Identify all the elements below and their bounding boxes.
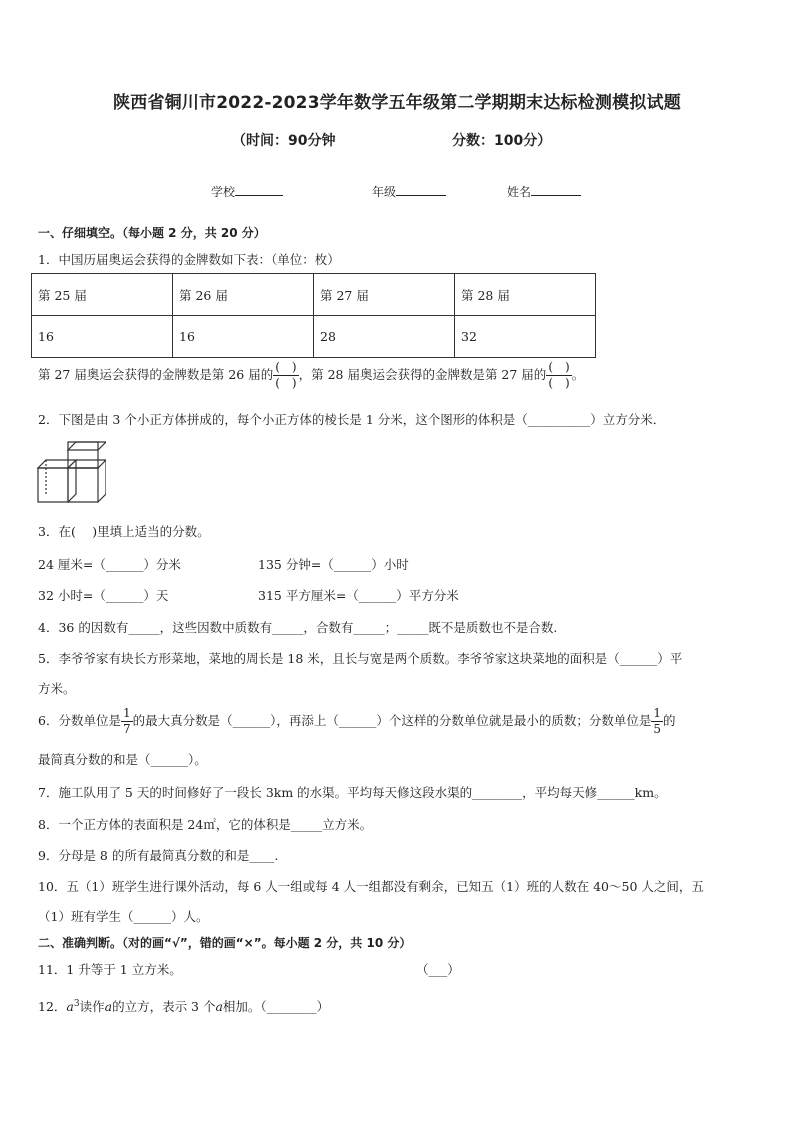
- answer-fraction-2[interactable]: $\frac{( )}{( )}$: [548, 360, 570, 390]
- question-9: 9．分母是 8 的所有最简真分数的和是____.: [38, 848, 279, 863]
- question-11-answer[interactable]: （___）: [416, 962, 460, 977]
- exam-score: 分数：100分）: [452, 133, 552, 149]
- question-5: 5．李爷爷家有块长方形菜地，菜地的周长是 18 米，且长与宽是两个质数。李爷爷家这块菜地的面积是（______）平: [38, 651, 683, 666]
- question-3a: 24 厘米=（______）分米: [38, 557, 181, 572]
- question-3c: 32 小时=（______）天: [38, 588, 169, 603]
- question-8: 8．一个正方体的表面积是 24㎡，它的体积是_____立方米。: [38, 817, 373, 832]
- question-12: 12．$a^3$读作a的立方，表示 3 个a相加。（________）: [38, 998, 330, 1014]
- table-cell: 第 28 届: [455, 274, 596, 316]
- table-row: [32, 316, 596, 358]
- question-11: 11．1 升等于 1 立方米。: [38, 962, 182, 977]
- exam-time: （时间：90分钟: [232, 133, 336, 149]
- question-5-cont: 方米。: [38, 681, 76, 696]
- section-1-heading: 一、仔细填空。（每小题 2 分，共 20 分）: [38, 226, 266, 240]
- section-2-heading: 二、准确判断。（对的画“√”，错的画“×”。每小题 2 分，共 10 分）: [38, 936, 412, 950]
- cubes-figure: [36, 440, 106, 506]
- question-4: 4．36 的因数有_____，这些因数中质数有_____，合数有_____；_____既不是质数也不是合数.: [38, 620, 558, 635]
- question-10: 10．五（1）班学生进行课外活动，每 6 人一组或每 4 人一组都没有剩余，已知五（1）班的人数在 40～50 人之间，五: [38, 879, 704, 894]
- question-6-cont: 最简真分数的和是（______）。: [38, 752, 207, 767]
- school-field[interactable]: 学校: [211, 181, 283, 200]
- question-3b: 135 分钟=（______）小时: [258, 557, 409, 572]
- question-1: 1．中国历届奥运会获得的金牌数如下表：（单位：枚）: [38, 252, 340, 267]
- table-cell: 28: [314, 316, 455, 358]
- question-10-cont: （1）班有学生（______）人。: [38, 909, 209, 924]
- question-7: 7．施工队用了 5 天的时间修好了一段长 3km 的水渠。平均每天修这段水渠的________，平均每天修______km。: [38, 785, 667, 800]
- table-header-row: [32, 274, 596, 316]
- medal-table: [31, 273, 596, 358]
- fraction-one-seventh: $\frac{1}{7}$: [122, 706, 131, 736]
- name-field[interactable]: 姓名: [507, 181, 581, 200]
- table-cell: 16: [173, 316, 314, 358]
- table-cell: 32: [455, 316, 596, 358]
- page-title: 陕西省铜川市2022-2023学年数学五年级第二学期期末达标检测模拟试题: [113, 93, 681, 113]
- table-cell: 16: [32, 316, 173, 358]
- question-2: 2．下图是由 3 个小正方体拼成的，每个小正方体的棱长是 1 分米，这个图形的体积是（__________）立方分米．: [38, 412, 666, 427]
- question-3: 3．在( )里填上适当的分数。: [38, 524, 210, 539]
- table-cell: 第 27 届: [314, 274, 455, 316]
- table-cell: 第 25 届: [32, 274, 173, 316]
- question-3d: 315 平方厘米=（______）平方分米: [258, 588, 459, 603]
- grade-field[interactable]: 年级: [372, 181, 446, 200]
- question-1-prompt: 第 27 届奥运会获得的金牌数是第 26 届的 $\frac{( )}{( )}$ ，第 28 届奥运会获得的金牌数是第 27 届的 $\frac{( )}{( )}$ 。: [38, 360, 585, 390]
- question-6: 6．分数单位是 $\frac{1}{7}$ 的最大真分数是（______），再添上（______）个这样的分数单位就是最小的质数；分数单位是 $\frac{1}{5}$ 的: [38, 706, 676, 736]
- fraction-one-fifth: $\frac{1}{5}$: [653, 706, 662, 736]
- answer-fraction-1[interactable]: $\frac{( )}{( )}$: [275, 360, 297, 390]
- table-cell: 第 26 届: [173, 274, 314, 316]
